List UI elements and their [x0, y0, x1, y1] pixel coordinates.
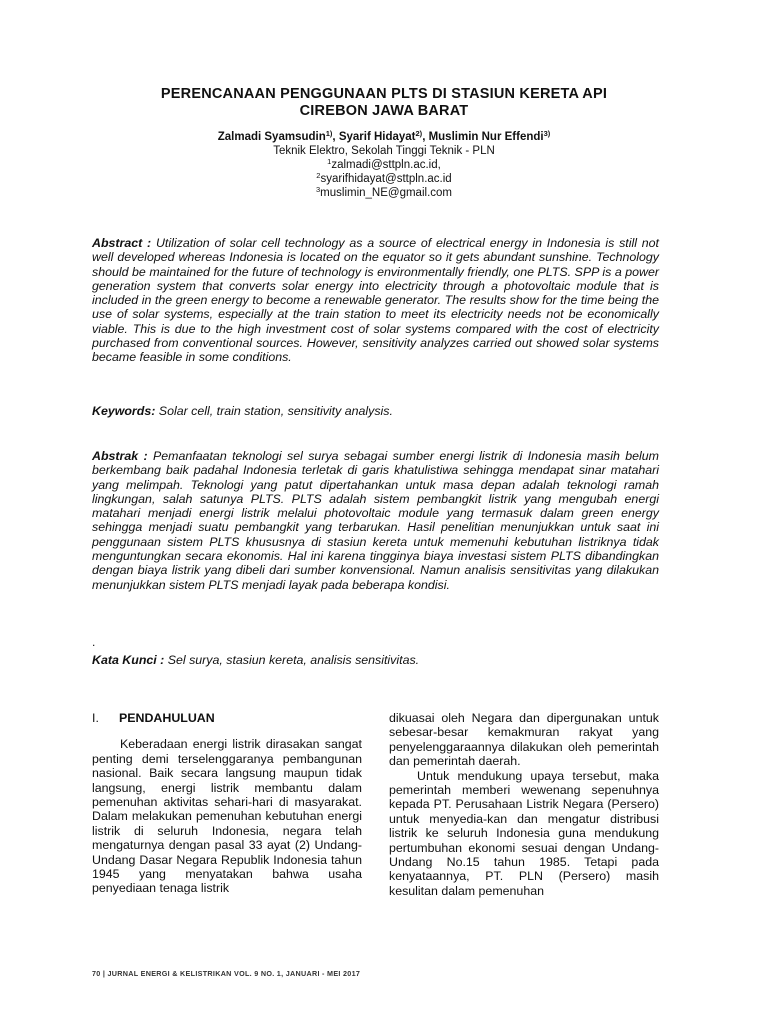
title-line-1: PERENCANAAN PENGGUNAAN PLTS DI STASIUN KERETA API [160, 86, 608, 102]
email-1-text: zalmadi@sttpln.ac.id, [331, 159, 441, 171]
kata-kunci-text: Sel surya, stasiun kereta, analisis sensitivitas. [164, 653, 420, 667]
abstrak-text: Pemanfaatan teknologi sel surya sebagai sumber energi listrik di Indonesia masih belum berkembang baik padahal Indonesia terletak di garis khatulistiwa sehingga mendapat sinar matahari yang melimpah. Teknologi yang patut dipertahankan untuk masa depan adalah teknologi ramah lingkungan, salah satunya PLTS. PLTS adalah sistem pembangkit listrik yang mengubah energi matahari menjadi energi listrik melalui photovoltaic module yang termasuk dalam green energy sehingga menjadi suatu pembangkit yang terbarukan. Hasil penelitian menunjukkan untuk saat ini penggunaan sistem PLTS khususnya di stasiun kereta untuk memenuhi kebutuhan listriknya tidak menguntungkan secara ekonomis. Hal ini karena tingginya biaya investasi sistem PLTS dibandingkan dengan biaya listrik yang dibeli dari sumber konvensional. Namun analisis sensitivitas yang dilakukan menunjukkan sistem PLTS menjadi layak pada beberapa kondisi. [92, 449, 659, 592]
email-2 [80, 172, 688, 186]
abstrak-label: Abstrak : [92, 449, 148, 463]
author-names [80, 130, 688, 144]
abstract-english [92, 236, 659, 365]
author-1: Zalmadi Syamsudin [217, 131, 326, 143]
email-1-sup: 1 [327, 157, 332, 166]
abstract-indonesian [92, 449, 659, 592]
email-2-sup: 2 [316, 171, 321, 180]
author-2-sup: 2) [415, 129, 423, 138]
author-block [80, 130, 688, 200]
author-2: Syarif Hidayat [338, 131, 416, 143]
email-1 [80, 158, 688, 172]
body-column-right [389, 711, 659, 898]
author-separator: , [422, 131, 429, 143]
keywords-english [92, 404, 659, 418]
email-3 [80, 186, 688, 200]
paper-title [80, 86, 688, 120]
stray-dot: . [92, 635, 96, 649]
author-3: Muslimin Nur Effendi [428, 131, 544, 143]
keywords-text: Solar cell, train station, sensitivity analysis. [155, 404, 393, 418]
kata-kunci-label: Kata Kunci : [92, 653, 165, 667]
abstract-label: Abstract : [92, 236, 152, 250]
paragraph: Untuk mendukung upaya tersebut, maka pemerintah memberi wewenang sepenuhnya kepada PT. Perusahaan Listrik Negara (Persero) untuk menyedia-kan dan mengatur distribusi listrik ke seluruh Indonesia guna mendukung pertumbuhan ekonomi sesuai dengan Undang-Undang No.15 tahun 1985. Tetapi pada kenyataannya, PT. PLN (Persero) masih kesulitan dalam pemenuhan [389, 768, 659, 898]
section-heading [92, 711, 362, 725]
page-footer: 70 | JURNAL ENERGI & KELISTRIKAN VOL. 9 NO. 1, JANUARI - MEI 2017 [92, 969, 361, 978]
keywords-label: Keywords: [92, 404, 156, 418]
paragraph-continued: dikuasai oleh Negara dan dipergunakan untuk sebesar-besar kemakmuran rakyat yang penyelenggaraannya dilakukan oleh pemerintah dan pemerintah daerah. [389, 711, 659, 769]
email-3-sup: 3 [316, 185, 321, 194]
abstract-text: Utilization of solar cell technology as a source of electrical energy in Indonesia is still not well developed whereas Indonesia is located on the equator so it gets abundant sunshine. Technology should be maintained for the future of technology is environmentally friendly, one PLTS. SPP is a power generation system that converts solar energy into electricity through a photovoltaic module that is included in the green energy to become a renewable generator. The results show for the time being the use of solar systems, especially at the train station to meet its electricity needs not be economically viable. This is due to the high investment cost of solar systems compared with the cost of electricity purchased from conventional sources. However, sensitivity analyzes carried out showed solar systems became feasible in some conditions. [92, 236, 659, 365]
section-title: PENDAHULUAN [119, 711, 215, 725]
affiliation: Teknik Elektro, Sekolah Tinggi Teknik - PLN [273, 145, 495, 157]
body-column-left [92, 711, 362, 896]
paragraph: Keberadaan energi listrik dirasakan sangat penting demi terselenggaranya pembangunan nasional. Baik secara langsung maupun tidak langsung, energi listrik membantu dalam pemenuhan aktivitas sehari-hari di masyarakat. Dalam melakukan pemenuhan kebutuhan energi listrik di seluruh Indonesia, negara telah mengaturnya dengan pasal 33 ayat (2) Undang-Undang Dasar Negara Republik Indonesia tahun 1945 yang menyatakan bahwa usaha penyediaan tenaga listrik [92, 737, 362, 896]
section-number: I. [92, 711, 99, 725]
keywords-indonesian [92, 653, 659, 667]
author-3-sup: 3) [543, 129, 551, 138]
email-3-text: muslimin_NE@gmail.com [320, 187, 452, 199]
author-1-sup: 1) [325, 129, 333, 138]
title-line-2: CIREBON JAWA BARAT [299, 103, 469, 119]
email-2-text: syarifhidayat@sttpln.ac.id [320, 173, 452, 185]
author-separator: , [332, 131, 339, 143]
